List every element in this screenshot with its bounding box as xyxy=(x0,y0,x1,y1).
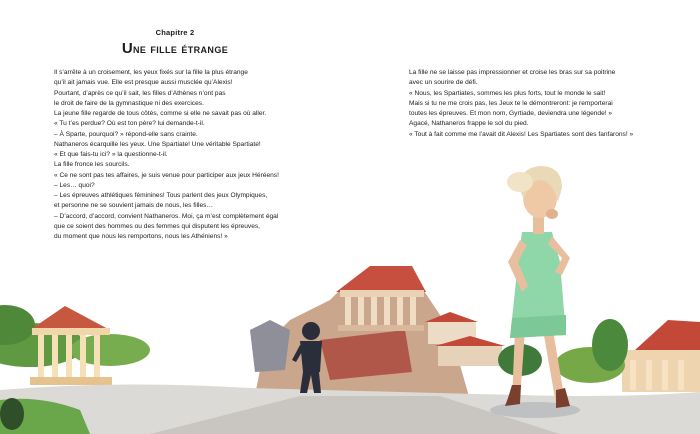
paragraph-line: – Les… quoi? xyxy=(54,181,95,189)
paragraph-line: – À Sparte, pourquoi? » répond-elle sans crainte. xyxy=(54,130,198,138)
chapter-title-rest: ne fille étrange xyxy=(133,41,229,56)
paragraph-line: que ce soient des hommes ou des femmes qui disputent les épreuves, xyxy=(54,222,260,230)
paragraph-line: « Et que fais-tu ici? » la questionne-t-il. xyxy=(54,151,168,158)
paragraph-line: le droit de faire de la gymnastique ni des exercices. xyxy=(54,99,204,107)
paragraph-line: toutes les épreuves. Et mon nom, Gyrtiade, deviendra une légende! » xyxy=(409,110,613,117)
paragraph-line: du moment que nous les remportons, nous les Athéniens! » xyxy=(54,233,228,240)
paragraph-line: avec un sourire de défi. xyxy=(409,79,478,87)
paragraph-line: La fille ne se laisse pas impressionner et croise les bras sur sa poitrine xyxy=(409,69,616,76)
paragraph-line: La fille fronce les sourcils. xyxy=(54,161,130,169)
paragraph-line: Mais si tu ne me crois pas, les Jeux te le démontreront: je remporterai xyxy=(409,99,613,107)
chapter-title-initial: U xyxy=(121,40,133,57)
spartan-girl xyxy=(490,166,580,418)
paragraph-line: – Les épreuves athlétiques féminines! Tous parlent des jeux Olympiques, xyxy=(54,192,268,199)
paragraph-line: « Ce ne sont pas tes affaires, je suis venue pour participer aux jeux Héréens! xyxy=(54,171,279,179)
paragraph-line: Il s’arrête à un croisement, les yeux fixés sur la fille la plus étrange xyxy=(54,69,248,76)
paragraph-line: « Nous, les Spartiates, sommes les plus forts, tout le monde le sait! xyxy=(409,89,606,97)
chapter-number: Chapitre 2 xyxy=(155,28,195,37)
chapter-title xyxy=(0,40,350,57)
ground xyxy=(0,384,700,434)
paragraph-line: qu’il ait jamais vue. Elle est presque aussi musclée qu’Alexis! xyxy=(54,79,233,87)
paragraph-line: « Tout à fait comme me l’avait dit Alexis! Les Spartiates sont des fanfarons! » xyxy=(409,130,634,138)
paragraph-line: – D’accord, d’accord, convient Nathaneros. Moi, ça m’est complètement égal xyxy=(54,212,279,220)
text-column-left xyxy=(54,68,334,242)
paragraph-line: Pourtant, d’après ce qu’il sait, les filles d’Athènes n’ont pas xyxy=(54,89,226,97)
paragraph-line: Nathaneros écarquille les yeux. Une Spartiate! Une véritable Spartiate! xyxy=(54,140,261,148)
paragraph-line: et personne ne se souvient jamais de nous, les filles… xyxy=(54,202,214,210)
paragraph-line: « Tu t’es perdue? Où est ton père? lui demande-t-il. xyxy=(54,120,205,128)
text-column-right xyxy=(409,68,669,140)
paragraph-line: Agacé, Nathaneros frappe le sol du pied. xyxy=(409,120,529,128)
paragraph-line: La jeune fille regarde de tous côtés, comme si elle ne savait pas où aller. xyxy=(54,110,267,117)
